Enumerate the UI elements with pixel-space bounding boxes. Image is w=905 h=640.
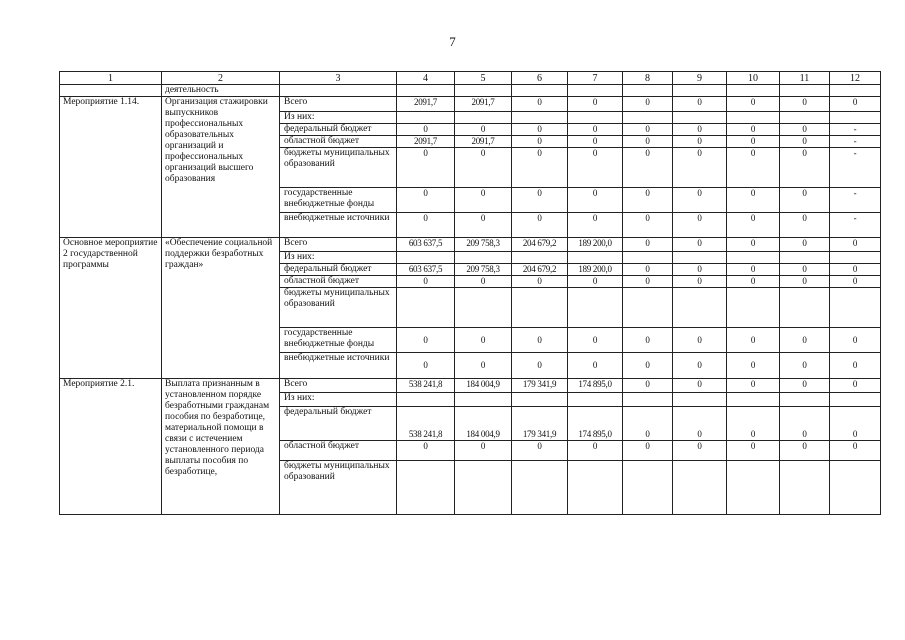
amount-cell: 2091,7: [455, 136, 512, 148]
amount-cell: 0: [568, 213, 623, 238]
column-header: 8: [623, 72, 673, 85]
amount-cell: [727, 288, 780, 328]
amount-cell: 0: [727, 124, 780, 136]
continuation-text: деятельность: [162, 85, 280, 97]
amount-cell: 0: [727, 441, 780, 461]
amount-cell: 0: [727, 136, 780, 148]
amount-cell: 189 200,0: [568, 238, 623, 252]
amount-cell: 0: [830, 97, 881, 112]
amount-cell: 0: [397, 276, 455, 288]
amount-cell: 0: [512, 124, 568, 136]
amount-cell: 0: [455, 441, 512, 461]
amount-cell: 0: [780, 276, 830, 288]
column-header: 5: [455, 72, 512, 85]
amount-cell: 0: [623, 124, 673, 136]
table-row: [60, 379, 881, 393]
amount-cell: [623, 112, 673, 124]
amount-cell: 0: [830, 407, 881, 441]
amount-cell: 0: [727, 97, 780, 112]
amount-cell: 0: [830, 328, 881, 353]
table-row: [60, 238, 881, 252]
amount-cell: 0: [397, 188, 455, 213]
amount-cell: 0: [673, 213, 727, 238]
column-header: 7: [568, 72, 623, 85]
amount-cell: 0: [780, 188, 830, 213]
amount-cell: 538 241,8: [397, 379, 455, 393]
amount-cell: -: [830, 213, 881, 238]
amount-cell: 0: [455, 353, 512, 379]
amount-cell: 0: [455, 148, 512, 188]
amount-cell: [455, 393, 512, 407]
amount-cell: 0: [673, 188, 727, 213]
amount-cell: 0: [830, 353, 881, 379]
amount-cell: 0: [673, 148, 727, 188]
amount-cell: 0: [512, 276, 568, 288]
amount-cell: [568, 393, 623, 407]
amount-cell: [780, 288, 830, 328]
amount-cell: -: [830, 136, 881, 148]
amount-cell: 0: [673, 276, 727, 288]
amount-cell: [512, 393, 568, 407]
amount-cell: 2091,7: [397, 97, 455, 112]
amount-cell: 0: [780, 264, 830, 276]
amount-cell: [397, 461, 455, 515]
amount-cell: 0: [568, 136, 623, 148]
amount-cell: 0: [727, 353, 780, 379]
amount-cell: 0: [673, 379, 727, 393]
amount-cell: 0: [780, 136, 830, 148]
amount-cell: [455, 288, 512, 328]
funding-source: областной бюджет: [280, 136, 397, 148]
amount-cell: [673, 288, 727, 328]
amount-cell: 0: [623, 379, 673, 393]
amount-cell: 0: [830, 264, 881, 276]
continuation-row: [60, 85, 881, 97]
amount-cell: 0: [673, 441, 727, 461]
measure-title: «Обеспечение социальной поддержки безработных граждан»: [162, 238, 280, 379]
amount-cell: 0: [727, 328, 780, 353]
amount-cell: [568, 288, 623, 328]
amount-cell: [512, 112, 568, 124]
amount-cell: 0: [623, 188, 673, 213]
amount-cell: 0: [780, 213, 830, 238]
amount-cell: [623, 288, 673, 328]
amount-cell: 0: [568, 188, 623, 213]
column-header: 1: [60, 72, 162, 85]
amount-cell: 174 895,0: [568, 407, 623, 441]
column-header: 4: [397, 72, 455, 85]
amount-cell: [568, 112, 623, 124]
amount-cell: [727, 393, 780, 407]
amount-cell: 0: [780, 441, 830, 461]
column-header: 11: [780, 72, 830, 85]
amount-cell: [830, 461, 881, 515]
amount-cell: [455, 252, 512, 264]
amount-cell: [512, 288, 568, 328]
amount-cell: [780, 112, 830, 124]
budget-table: [59, 71, 881, 515]
amount-cell: 0: [455, 276, 512, 288]
amount-cell: 0: [512, 148, 568, 188]
column-header: 9: [673, 72, 727, 85]
amount-cell: 0: [568, 276, 623, 288]
amount-cell: 0: [623, 328, 673, 353]
amount-cell: [830, 252, 881, 264]
amount-cell: 0: [455, 213, 512, 238]
column-header: 10: [727, 72, 780, 85]
amount-cell: 0: [830, 441, 881, 461]
amount-cell: [623, 461, 673, 515]
amount-cell: [830, 393, 881, 407]
amount-cell: 0: [673, 264, 727, 276]
funding-source: государственные внебюджетные фонды: [280, 328, 397, 353]
amount-cell: 0: [727, 148, 780, 188]
amount-cell: [727, 461, 780, 515]
amount-cell: 0: [780, 238, 830, 252]
amount-cell: [673, 393, 727, 407]
amount-cell: 0: [780, 379, 830, 393]
amount-cell: -: [830, 124, 881, 136]
amount-cell: 0: [727, 213, 780, 238]
amount-cell: 0: [673, 136, 727, 148]
funding-source: Из них:: [280, 112, 397, 124]
amount-cell: 0: [830, 276, 881, 288]
funding-source: федеральный бюджет: [280, 264, 397, 276]
funding-source: Из них:: [280, 393, 397, 407]
column-header: 3: [280, 72, 397, 85]
column-header: 12: [830, 72, 881, 85]
amount-cell: 0: [568, 353, 623, 379]
amount-cell: 209 758,3: [455, 238, 512, 252]
amount-cell: 0: [623, 407, 673, 441]
amount-cell: 0: [673, 124, 727, 136]
amount-cell: 0: [673, 353, 727, 379]
amount-cell: 0: [830, 379, 881, 393]
amount-cell: [397, 112, 455, 124]
amount-cell: 189 200,0: [568, 264, 623, 276]
amount-cell: 0: [780, 148, 830, 188]
amount-cell: 0: [568, 97, 623, 112]
funding-source: бюджеты муниципальных образований: [280, 461, 397, 515]
amount-cell: [780, 393, 830, 407]
amount-cell: 0: [780, 328, 830, 353]
source-cell: [280, 85, 397, 97]
amount-cell: 0: [623, 441, 673, 461]
amount-cell: 0: [568, 328, 623, 353]
amount-cell: 603 637,5: [397, 238, 455, 252]
amount-cell: 0: [455, 328, 512, 353]
amount-cell: 0: [397, 353, 455, 379]
column-header: 2: [162, 72, 280, 85]
amount-cell: -: [830, 188, 881, 213]
amount-cell: 0: [623, 264, 673, 276]
amount-cell: 174 895,0: [568, 379, 623, 393]
page-number: 7: [449, 34, 456, 49]
amount-cell: 0: [568, 148, 623, 188]
amount-cell: 0: [512, 353, 568, 379]
amount-cell: [397, 393, 455, 407]
amount-cell: 0: [455, 188, 512, 213]
amount-cell: 0: [780, 124, 830, 136]
amount-cell: [780, 461, 830, 515]
amount-cell: [623, 393, 673, 407]
amount-cell: 184 004,9: [455, 407, 512, 441]
amount-cell: 0: [727, 264, 780, 276]
amount-cell: 0: [397, 441, 455, 461]
amount-cell: [397, 252, 455, 264]
amount-cell: 0: [727, 238, 780, 252]
amount-cell: [568, 252, 623, 264]
amount-cell: [673, 252, 727, 264]
amount-cell: 0: [623, 148, 673, 188]
amount-cell: 0: [512, 97, 568, 112]
amount-cell: 0: [568, 124, 623, 136]
measure-name: Основное мероприятие 2 государственной программы: [60, 238, 162, 379]
measure-name: Мероприятие 1.14.: [60, 97, 162, 238]
amount-cell: [455, 112, 512, 124]
funding-source: государственные внебюджетные фонды: [280, 188, 397, 213]
funding-source: внебюджетные источники: [280, 353, 397, 379]
amount-cell: 0: [512, 213, 568, 238]
amount-cell: 0: [623, 238, 673, 252]
amount-cell: 0: [623, 136, 673, 148]
amount-cell: [727, 252, 780, 264]
funding-source: бюджеты муниципальных образований: [280, 148, 397, 188]
amount-cell: [512, 252, 568, 264]
amount-cell: [673, 461, 727, 515]
amount-cell: 2091,7: [397, 136, 455, 148]
amount-cell: 0: [623, 276, 673, 288]
funding-source: Из них:: [280, 252, 397, 264]
amount-cell: 0: [727, 379, 780, 393]
amount-cell: 0: [623, 353, 673, 379]
amount-cell: 0: [830, 238, 881, 252]
amount-cell: 603 637,5: [397, 264, 455, 276]
amount-cell: 538 241,8: [397, 407, 455, 441]
amount-cell: [512, 461, 568, 515]
amount-cell: 0: [727, 188, 780, 213]
amount-cell: 0: [512, 136, 568, 148]
amount-cell: 0: [727, 407, 780, 441]
funding-source: Всего: [280, 238, 397, 252]
funding-source: федеральный бюджет: [280, 124, 397, 136]
amount-cell: 0: [673, 328, 727, 353]
measure-name: Мероприятие 2.1.: [60, 379, 162, 515]
amount-cell: 0: [455, 124, 512, 136]
funding-source: внебюджетные источники: [280, 213, 397, 238]
amount-cell: 0: [512, 188, 568, 213]
amount-cell: 0: [623, 97, 673, 112]
amount-cell: 0: [568, 441, 623, 461]
measure-title: Выплата признанным в установленном порядке безработными гражданам пособия по безработице, материальной помощи в связи с истечением установленного периода выплаты пособия по безработице,: [162, 379, 280, 515]
amount-cell: 0: [623, 213, 673, 238]
header-row: [60, 72, 881, 85]
column-header: 6: [512, 72, 568, 85]
funding-source: Всего: [280, 379, 397, 393]
amount-cell: [568, 461, 623, 515]
amount-cell: 209 758,3: [455, 264, 512, 276]
amount-cell: 0: [780, 353, 830, 379]
amount-cell: [455, 461, 512, 515]
amount-cell: 0: [727, 276, 780, 288]
amount-cell: -: [830, 148, 881, 188]
amount-cell: [623, 252, 673, 264]
amount-cell: 0: [673, 238, 727, 252]
amount-cell: 0: [673, 97, 727, 112]
amount-cell: 0: [780, 97, 830, 112]
funding-source: федеральный бюджет: [280, 407, 397, 441]
amount-cell: 0: [397, 148, 455, 188]
amount-cell: 0: [673, 407, 727, 441]
amount-cell: [780, 252, 830, 264]
funding-source: областной бюджет: [280, 276, 397, 288]
amount-cell: 0: [512, 441, 568, 461]
amount-cell: 0: [397, 213, 455, 238]
measure-title: Организация стажировки выпускников профессиональных образовательных организаций и профессиональных организаций высшего образования: [162, 97, 280, 238]
amount-cell: 0: [397, 124, 455, 136]
amount-cell: [830, 288, 881, 328]
funding-source: бюджеты муниципальных образований: [280, 288, 397, 328]
amount-cell: 204 679,2: [512, 238, 568, 252]
amount-cell: 179 341,9: [512, 407, 568, 441]
funding-source: областной бюджет: [280, 441, 397, 461]
amount-cell: 179 341,9: [512, 379, 568, 393]
measure-cell: [60, 85, 162, 97]
amount-cell: 184 004,9: [455, 379, 512, 393]
amount-cell: [727, 112, 780, 124]
table-row: [60, 97, 881, 112]
amount-cell: [397, 288, 455, 328]
amount-cell: [830, 112, 881, 124]
amount-cell: [673, 112, 727, 124]
funding-source: Всего: [280, 97, 397, 112]
amount-cell: 204 679,2: [512, 264, 568, 276]
amount-cell: 2091,7: [455, 97, 512, 112]
amount-cell: 0: [512, 328, 568, 353]
amount-cell: 0: [780, 407, 830, 441]
amount-cell: 0: [397, 328, 455, 353]
